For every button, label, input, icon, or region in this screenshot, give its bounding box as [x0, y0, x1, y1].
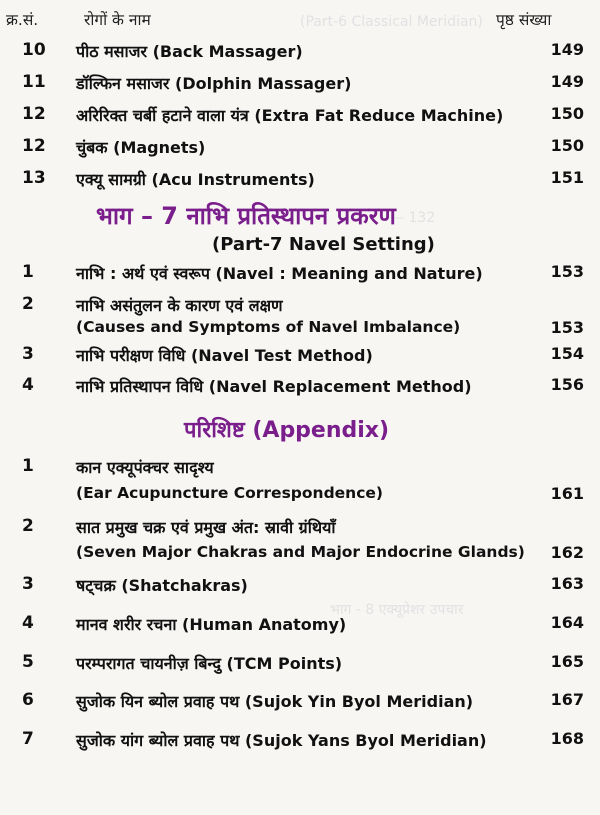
entry-title: एक्यू सामग्री (Acu Instruments) — [76, 170, 315, 189]
entry-number: 1 — [22, 262, 34, 282]
entry-title: परम्परागत चायनीज़ बिन्दु (TCM Points) — [76, 654, 343, 673]
entry-page: 168 — [550, 729, 584, 748]
entry-title: सुजोक यिन ब्योल प्रवाह पथ (Sujok Yin Byol Meridian) — [76, 692, 474, 711]
entry-number: 3 — [22, 344, 34, 364]
entry-page: 149 — [550, 40, 584, 59]
entry-title: चुंबक (Magnets) — [76, 138, 206, 157]
entry-title-english: (Seven Major Chakras and Major Endocrine Glands) — [76, 543, 525, 561]
entry-title: डॉल्फिन मसाजर (Dolphin Massager) — [76, 74, 352, 93]
entry-page: 154 — [550, 344, 584, 363]
entry-number: 2 — [22, 294, 34, 314]
section-subheading: (Part-7 Navel Setting) — [212, 234, 435, 255]
column-header-sn: क्र.सं. — [6, 11, 39, 29]
entry-title-english: (Causes and Symptoms of Navel Imbalance) — [76, 318, 461, 336]
entry-title: पीठ मसाजर (Back Massager) — [76, 42, 303, 61]
entry-page: 151 — [550, 168, 584, 187]
entry-page: 150 — [550, 104, 584, 123]
entry-page: 163 — [550, 574, 584, 593]
entry-number: 1 — [22, 456, 34, 476]
table-of-contents-page: (Part-6 Classical Meridian) — 132 भाग - 8 एक्यूप्रेशर उपचार क्र.सं. रोगों के नाम पृष्ठ संख्या 10 पीठ मसाजर (Back Massager) 149 11 डॉल्फिन मसाजर (Dolphin Massager) 149 12 अरिरिक्त चर्बी हटाने वाला यंत्र (Extra Fat Reduce Machine) 150 12 चुंबक (Magnets) 150 13 एक्यू सामग्री (Acu Instruments) 151 भाग – 7 नाभि प्रतिस्थापन प्रकरण (Part-7 Navel Setting) 1 नाभि : अर्थ एवं स्वरूप (Navel : Meaning and Nature) 153 2 नाभि असंतुलन के कारण एवं लक्षण (Causes and Symptoms of Navel Imbalance) 153 3 नाभि परीक्षण विधि (Navel Test Method) 154 4 नाभि प्रतिस्थापन विधि (Navel Replacement Method) 156 परिशिष्ट (Appendix) 1 कान एक्यूपंक्चर सादृश्य (Ear Acupuncture Correspondence) 161 2 सात प्रमुख चक्र एवं प्रमुख अंत: स्रावी ग्रंथियाँ (Seven Major Chakras and Major Endocrine Glands) 162 3 षट्चक्र (Shatchakras) 163 4 मानव शरीर रचना (Human Anatomy) 164 5 परम्परागत चायनीज़ बिन्दु (TCM Points) 165 6 सुजोक यिन ब्योल प्रवाह पथ (Sujok Yin Byol Meridian) 167 7 सुजोक यांग ब्योल प्रवाह पथ (Sujok Yans Byol Meridian) 168 — [0, 0, 600, 815]
entry-page: 165 — [550, 652, 584, 671]
entry-title: नाभि परीक्षण विधि (Navel Test Method) — [76, 346, 373, 365]
column-header-name: रोगों के नाम — [84, 11, 151, 29]
entry-number: 13 — [22, 168, 46, 188]
entry-number: 3 — [22, 574, 34, 594]
entry-title: षट्चक्र (Shatchakras) — [76, 576, 248, 595]
entry-page: 156 — [550, 375, 584, 394]
entry-number: 11 — [22, 72, 46, 92]
entry-page: 162 — [550, 543, 584, 562]
entry-title: नाभि : अर्थ एवं स्वरूप (Navel : Meaning and Nature) — [76, 264, 483, 283]
entry-title: सुजोक यांग ब्योल प्रवाह पथ (Sujok Yans Byol Meridian) — [76, 731, 487, 750]
entry-title: अरिरिक्त चर्बी हटाने वाला यंत्र (Extra Fat Reduce Machine) — [76, 106, 504, 125]
entry-number: 12 — [22, 104, 46, 124]
section-heading: भाग – 7 नाभि प्रतिस्थापन प्रकरण — [96, 202, 396, 230]
entry-number: 4 — [22, 375, 34, 395]
entry-title: नाभि असंतुलन के कारण एवं लक्षण — [76, 296, 283, 315]
entry-number: 2 — [22, 516, 34, 536]
entry-page: 161 — [550, 484, 584, 503]
entry-number: 6 — [22, 690, 34, 710]
entry-page: 153 — [550, 262, 584, 281]
entry-number: 10 — [22, 40, 46, 60]
entry-page: 167 — [550, 690, 584, 709]
entry-number: 4 — [22, 613, 34, 633]
entry-number: 5 — [22, 652, 34, 672]
entry-title: नाभि प्रतिस्थापन विधि (Navel Replacement Method) — [76, 377, 472, 396]
column-header-page: पृष्ठ संख्या — [496, 11, 552, 29]
entry-page: 153 — [550, 318, 584, 337]
entry-number: 12 — [22, 136, 46, 156]
entry-title-english: (Ear Acupuncture Correspondence) — [76, 484, 383, 502]
entry-page: 150 — [550, 136, 584, 155]
entry-page: 149 — [550, 72, 584, 91]
entry-title: मानव शरीर रचना (Human Anatomy) — [76, 615, 347, 634]
entry-title: कान एक्यूपंक्चर सादृश्य — [76, 458, 214, 477]
entry-page: 164 — [550, 613, 584, 632]
entry-title: सात प्रमुख चक्र एवं प्रमुख अंत: स्रावी ग्रंथियाँ — [76, 518, 336, 537]
entry-number: 7 — [22, 729, 34, 749]
appendix-heading: परिशिष्ट (Appendix) — [184, 418, 390, 443]
